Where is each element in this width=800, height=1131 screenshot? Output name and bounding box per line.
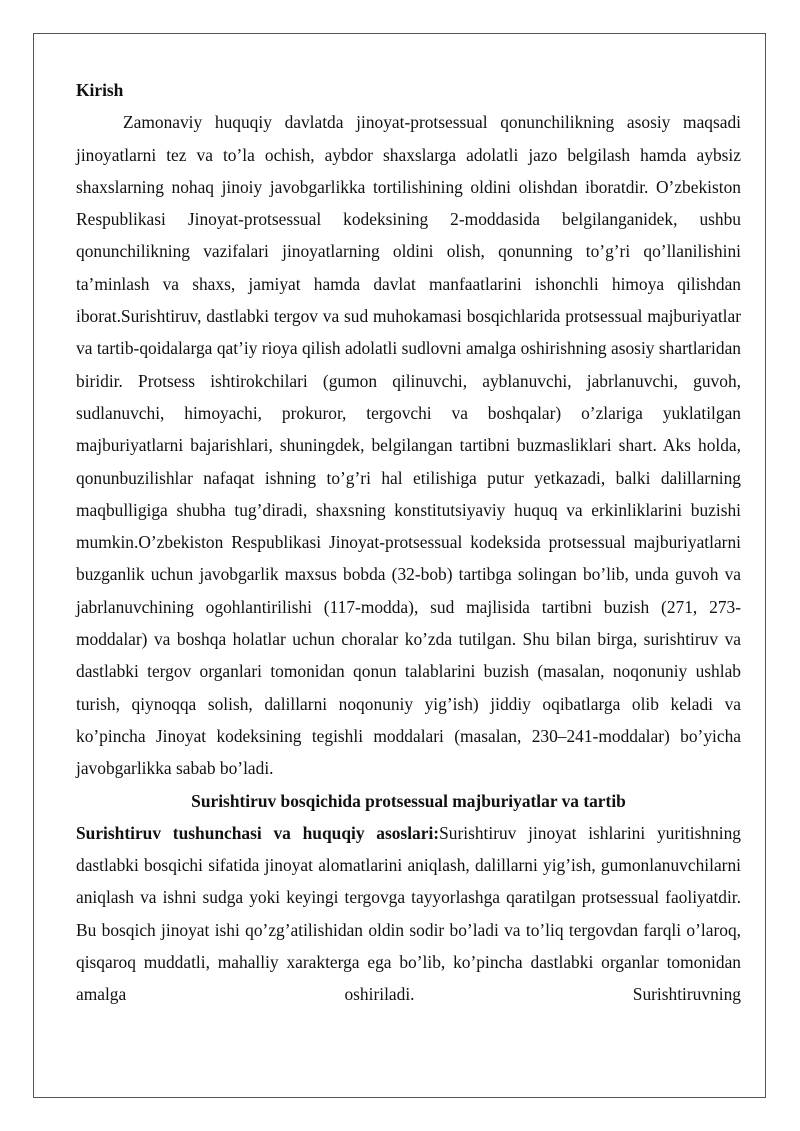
intro-paragraph: Zamonaviy huquqiy davlatda jinoyat-protsessual qonunchilikning asosiy maqsadi jinoyatlarni tez va to’la ochish, aybdor shaxslarga adolatli jazo belgilash hamda aybsiz shaxslarning nohaq jinoiy javobgarlikka tortilishining oldini olishdan iboratdir. O’zbekiston Respublikasi Jinoyat-protsessual kodeksining 2-moddasida belgilanganidek, ushbu qonunchilikning vazifalari jinoyatlarning oldini olish, qonunning to’g’ri qo’llanilishini ta’minlash va shaxs, jamiyat hamda davlat manfaatlarini ishonchli himoya qilishdan iborat.Surishtiruv, dastlabki tergov va sud muhokamasi bosqichlarida protsessual majburiyatlar va tartib-qoidalarga qat’iy rioya qilish adolatli sudlovni amalga oshirishning asosiy shartlaridan biridir. Protsess ishtirokchilari (gumon qilinuvchi, ayblanuvchi, jabrlanuvchi, guvoh, sudlanuvchi, himoyachi, prokuror, tergovchi va boshqalar) o’zlariga yuklatilgan majburiyatlarni bajarishlari, shuningdek, belgilangan tartibni buzmasliklari shart. Aks holda, qonunbuzilishlar nafaqat ishning to’g’ri hal etilishiga putur yetkazadi, balki dalillarning maqbulligiga shubha tug’diradi, shaxsning konstitutsiyaviy huquq va erkinliklarini buzishi mumkin.O’zbekiston Respublikasi Jinoyat-protsessual kodeksida protsessual majburiyatlarni buzganlik uchun javobgarlik maxsus bobda (32-bob) tartibga solingan bo’lib, unda guvoh va jabrlanuvchining ogohlantirilishi (117-modda), sud majlisida tartibni buzish (271, 273-moddalar) va boshqa holatlar uchun choralar ko’zda tutilgan. Shu bilan birga, surishtiruv va dastlabki tergov organlari tomonidan qonun talablarini buzish (masalan, noqonuniy ushlab turish, qiynoqqa solish, dalillarni noqonuniy yig’ish) jiddiy oqibatlarga olib keladi va ko’pincha Jinoyat kodeksining tegishli moddalari (masalan, 230–241-moddalar) bo’yicha javobgarlikka sabab bo’ladi.: [76, 112, 741, 779]
section-heading: Surishtiruv bosqichida protsessual majburiyatlar va tartib: [191, 790, 626, 811]
section-lead: Surishtiruv tushunchasi va huquqiy asoslari:: [76, 822, 440, 843]
intro-heading: Kirish: [76, 80, 124, 100]
section-text: Surishtiruv jinoyat ishlarini yuritishning dastlabki bosqichi sifatida jinoyat alomatlarini aniqlash, dalillarni yig’ish, gumonlanuvchilarni aniqlash va ishni sudga yoki keyingi tergovga tayyorlashga qaratilgan protsessual faoliyatdir. Bu bosqich jinoyat ishi qo’zg’atilishidan oldin sodir bo’ladi va to’liq tergovdan farqli o’laroq, qisqaroq muddatli, mahalliy xarakterga ega bo’lib, ko’pincha dastlabki organlar tomonidan amalga oshiriladi. Surishtiruvning: [76, 822, 741, 1005]
section-paragraph: [76, 817, 741, 1011]
document-body: [76, 74, 741, 1011]
